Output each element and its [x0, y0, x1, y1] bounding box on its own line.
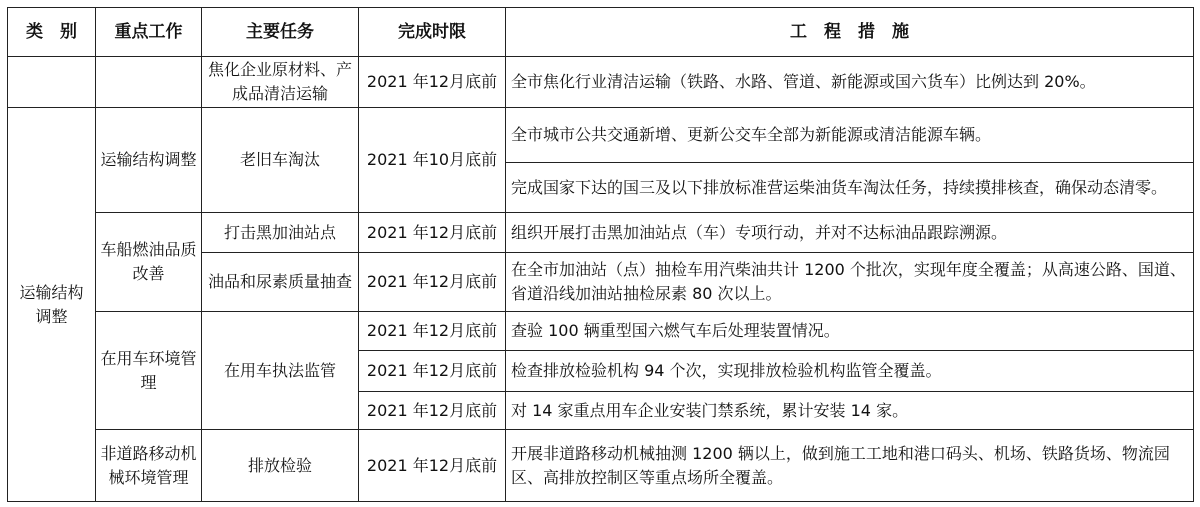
table-row	[8, 430, 1194, 502]
task-cell: 焦化企业原材料、产成品清洁运输	[202, 57, 359, 108]
header-measures: 工 程 措 施	[506, 8, 1194, 57]
deadline-cell: 2021 年12月底前	[359, 351, 506, 392]
measure-cell: 在全市加油站（点）抽检车用汽柴油共计 1200 个批次，实现年度全覆盖；从高速公路、国道、省道沿线加油站抽检尿素 80 次以上。	[506, 253, 1194, 312]
deadline-cell: 2021 年12月底前	[359, 430, 506, 502]
deadline-cell: 2021 年12月底前	[359, 213, 506, 253]
task-cell: 老旧车淘汰	[202, 108, 359, 213]
task-cell: 打击黑加油站点	[202, 213, 359, 253]
measures-table	[7, 7, 1194, 502]
deadline-cell: 2021 年12月底前	[359, 392, 506, 430]
work-cell: 运输结构调整	[96, 108, 202, 213]
measure-cell: 对 14 家重点用车企业安装门禁系统，累计安装 14 家。	[506, 392, 1194, 430]
table-row	[8, 57, 1194, 108]
measure-cell: 开展非道路移动机械抽测 1200 辆以上，做到施工工地和港口码头、机场、铁路货场、物流园区、高排放控制区等重点场所全覆盖。	[506, 430, 1194, 502]
deadline-cell: 2021 年12月底前	[359, 312, 506, 351]
measure-cell: 组织开展打击黑加油站点（车）专项行动，并对不达标油品跟踪溯源。	[506, 213, 1194, 253]
work-cell: 在用车环境管理	[96, 312, 202, 430]
deadline-cell: 2021 年10月底前	[359, 108, 506, 213]
task-cell: 在用车执法监管	[202, 312, 359, 430]
header-main-task: 主要任务	[202, 8, 359, 57]
table-row	[8, 108, 1194, 163]
measure-cell: 全市焦化行业清洁运输（铁路、水路、管道、新能源或国六货车）比例达到 20%。	[506, 57, 1194, 108]
measure-cell: 查验 100 辆重型国六燃气车后处理装置情况。	[506, 312, 1194, 351]
header-category: 类 别	[8, 8, 96, 57]
deadline-cell: 2021 年12月底前	[359, 57, 506, 108]
measure-cell: 检查排放检验机构 94 个次，实现排放检验机构监管全覆盖。	[506, 351, 1194, 392]
table-row	[8, 312, 1194, 351]
task-cell: 排放检验	[202, 430, 359, 502]
header-key-work: 重点工作	[96, 8, 202, 57]
work-cell-empty	[96, 57, 202, 108]
measure-cell: 全市城市公共交通新增、更新公交车全部为新能源或清洁能源车辆。	[506, 108, 1194, 163]
category-cell: 运输结构调整	[8, 108, 96, 502]
header-deadline: 完成时限	[359, 8, 506, 57]
work-cell: 车船燃油品质改善	[96, 213, 202, 312]
measure-cell: 完成国家下达的国三及以下排放标准营运柴油货车淘汰任务，持续摸排核查，确保动态清零。	[506, 163, 1194, 213]
deadline-cell: 2021 年12月底前	[359, 253, 506, 312]
header-row	[8, 8, 1194, 57]
task-cell: 油品和尿素质量抽查	[202, 253, 359, 312]
table-row	[8, 213, 1194, 253]
category-cell-empty	[8, 57, 96, 108]
work-cell: 非道路移动机械环境管理	[96, 430, 202, 502]
